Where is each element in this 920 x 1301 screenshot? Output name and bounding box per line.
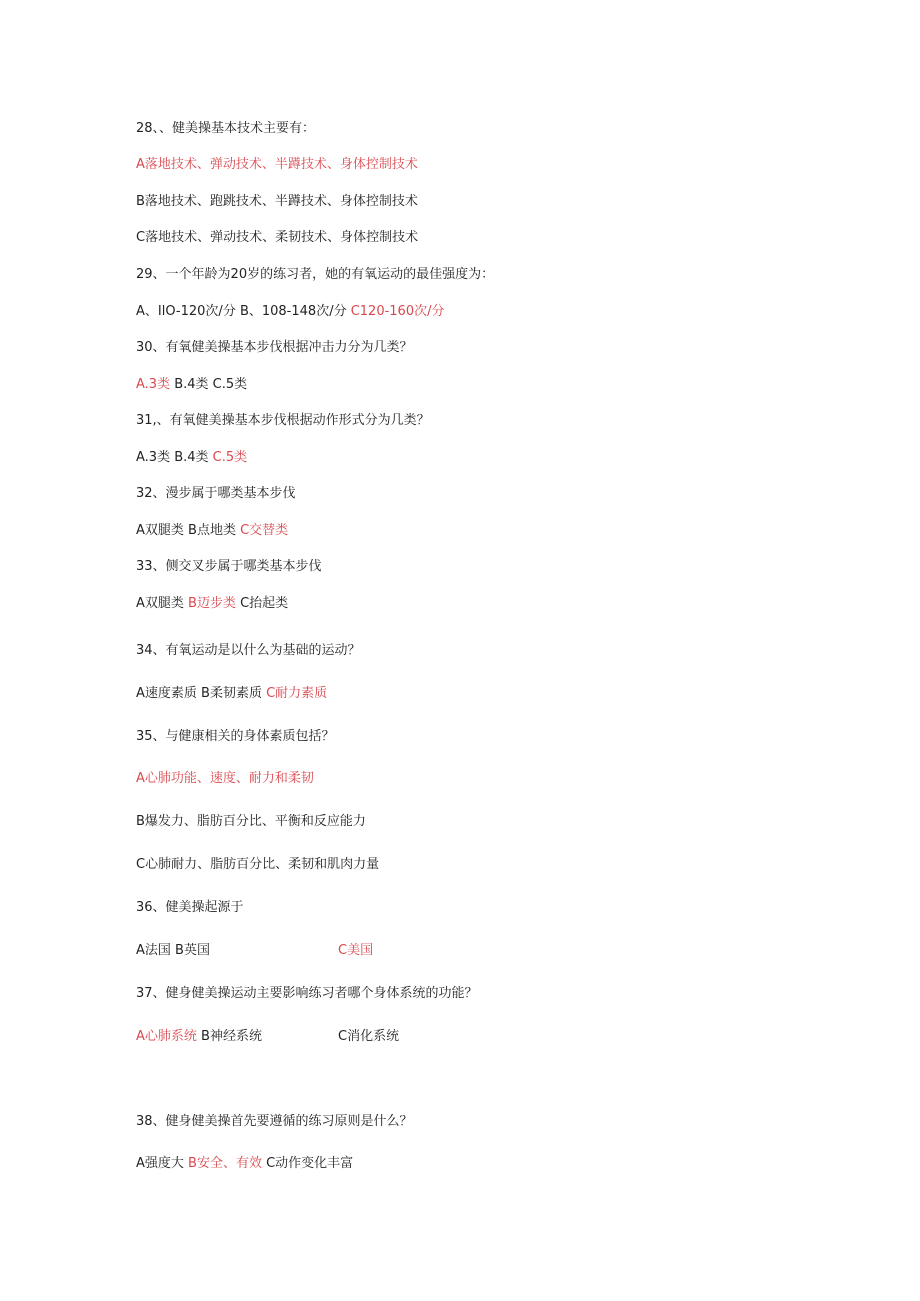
- option-c: C消化系统: [338, 1029, 400, 1044]
- option-c-correct: C.5类: [212, 450, 248, 465]
- option-b: B点地类: [188, 523, 241, 538]
- answer-option-b: B爆发力、脂肪百分比、平衡和反应能力: [136, 814, 366, 829]
- question-31: [136, 411, 430, 431]
- question-text: 37、健身健美操运动主要影响练习者哪个身体系统的功能？: [136, 986, 478, 1001]
- question-text: 36、健美操起源于: [136, 900, 244, 915]
- option-b: B、108-148次/分: [239, 304, 351, 319]
- option-b: B英国: [175, 943, 210, 958]
- option-c: C抬起类: [240, 596, 289, 611]
- answer-option-c: C落地技术、弹动技术、柔韧技术、身体控制技术: [136, 230, 419, 245]
- question-text: 34、有氧运动是以什么为基础的运动？: [136, 643, 361, 658]
- question-33: [136, 557, 322, 577]
- question-text: 35、与健康相关的身体素质包括？: [136, 729, 335, 744]
- option-a: A.3类: [136, 450, 175, 465]
- option-b: B.4类: [174, 377, 213, 392]
- question-36: [136, 898, 244, 918]
- option-c: C.5类: [212, 377, 248, 392]
- option-a: A法国: [136, 943, 176, 958]
- answer-option-a-correct: A落地技术、弹动技术、半蹲技术、身体控制技术: [136, 157, 418, 172]
- answer-options-row: [136, 302, 444, 322]
- answer-option-b: B落地技术、跑跳技术、半蹲技术、身体控制技术: [136, 194, 418, 209]
- question-text: 30、有氧健美操基本步伐根据冲击力分为几类？: [136, 340, 413, 355]
- question-37: [136, 984, 478, 1004]
- option-a: A速度素质: [136, 686, 202, 701]
- answer-options-row: [136, 941, 210, 961]
- option-a-correct: A.3类: [136, 377, 175, 392]
- option-c-correct: C交替类: [240, 523, 289, 538]
- question-32: [136, 484, 296, 504]
- option-b: B神经系统: [201, 1029, 262, 1044]
- option-c-correct: C120-160次/分: [350, 304, 445, 319]
- option-c: C动作变化丰富: [266, 1156, 354, 1171]
- option-b-correct: B迈步类: [188, 596, 241, 611]
- option-c-correct: C耐力素质: [266, 686, 328, 701]
- option-b: B.4类: [174, 450, 213, 465]
- question-text: 32、漫步属于哪类基本步伐: [136, 486, 296, 501]
- option-a: A、IlO-120次/分: [136, 304, 240, 319]
- answer-options-row: [136, 684, 327, 704]
- option-b: B柔韧素质: [201, 686, 267, 701]
- question-text: 38、健身健美操首先要遵循的练习原则是什么？: [136, 1114, 413, 1129]
- question-text: 29、一个年龄为20岁的练习者，她的有氧运动的最佳强度为：: [136, 267, 495, 282]
- question-28: [136, 119, 315, 139]
- question-30: [136, 338, 413, 358]
- question-29: [136, 265, 494, 285]
- option-a: A双腿类: [136, 596, 189, 611]
- question-38: [136, 1112, 413, 1132]
- answer-options-row: [136, 1154, 353, 1174]
- answer-options-row: [136, 448, 247, 468]
- question-34: [136, 641, 361, 661]
- option-c-correct: C美国: [338, 943, 374, 958]
- answer-options-row: [136, 375, 247, 395]
- answer-options-row: [136, 594, 288, 614]
- answer-option-c: C心肺耐力、脂肪百分比、柔韧和肌肉力量: [136, 857, 380, 872]
- option-a: A强度大: [136, 1156, 189, 1171]
- question-text: 31,、有氧健美操基本步伐根据动作形式分为几类？: [136, 413, 430, 428]
- question-text: 33、侧交叉步属于哪类基本步伐: [136, 559, 322, 574]
- option-a-correct: A心肺系统: [136, 1029, 202, 1044]
- option-a: A双腿类: [136, 523, 189, 538]
- question-35: [136, 727, 335, 747]
- option-b-correct: B安全、有效: [188, 1156, 267, 1171]
- question-text: 28、、健美操基本技术主要有：: [136, 121, 316, 136]
- answer-options-row: [136, 521, 288, 541]
- answer-option-a-correct: A心肺功能、速度、耐力和柔韧: [136, 771, 314, 786]
- answer-options-row: [136, 1027, 262, 1047]
